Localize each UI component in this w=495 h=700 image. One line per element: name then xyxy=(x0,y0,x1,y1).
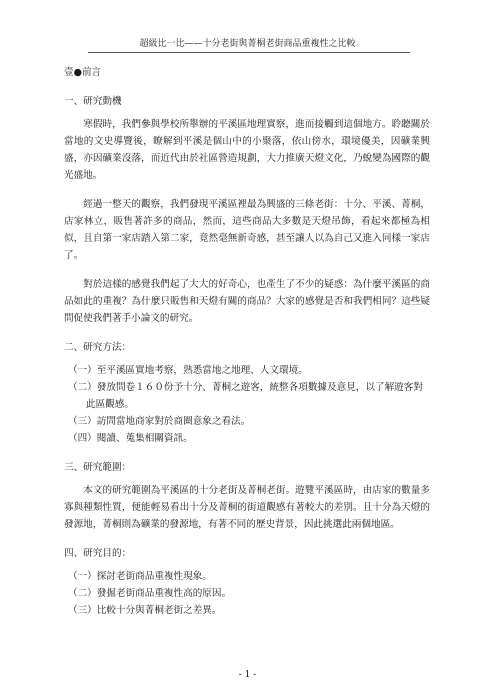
list-item: （二）發掘老街商品重複性高的原因。 xyxy=(68,588,232,599)
paragraph: 寒假時，我們參與學校所舉辦的平溪區地理實察，進而接觸到這個地方。聆聽關於當地的文史導覽後，瞭解到平溪是個山中的小聚落，依山傍水，環境優美，因礦業興盛，亦因礦業沒落，而近代由於社區營造規劃，大力推廣天燈文化，乃蛻變為國際的觀光盛地。 xyxy=(64,119,430,181)
section-objectives xyxy=(64,545,430,619)
paragraph: 對於這樣的感覺我們起了大大的好奇心，也產生了不少的疑惑：為什麼平溪區的商品如此的重複？為什麼只販售和天燈有關的商品？大家的感覺是否和我們相同？這些疑問促使我們著手小論文的研究。 xyxy=(64,279,430,324)
section-heading: 三、研究範圍： xyxy=(64,462,132,473)
section-heading: 四、研究目的： xyxy=(64,548,132,559)
paragraph: 本文的研究範圍為平溪區的十分老街及菁桐老街。遊覽平溪區時，由店家的數量多寡與種類性質，便能輕易看出十分及菁桐的街道觀感有著較大的差別。且十分為天燈的發源地，菁桐則為礦業的發源地，有著不同的歷史背景，因此挑選此兩個地區。 xyxy=(64,485,430,530)
paragraph: 經過一整天的觀察，我們發現平溪區裡最為興盛的三條老街：十分、平溪、菁桐，店家林立，販售著許多的商品，然而，這些商品大多數是天燈吊飾，看起來都極為相似，且自第一家店踏入第二家，竟然毫無新奇感，甚至讓人以為自己又進入同樣一家店了。 xyxy=(64,199,430,261)
page-content xyxy=(64,64,430,631)
running-header: 超級比一比——十分老街與菁桐老街商品重複性之比較 xyxy=(139,39,356,49)
section-heading: 二、研究方法： xyxy=(64,342,132,353)
list-item: （四）閱讀、蒐集相關資訊。 xyxy=(68,433,193,444)
methods-list xyxy=(64,362,430,447)
section-methods xyxy=(64,339,430,447)
list-item: （二）發放問卷１６０份予十分、菁桐之遊客，統整各項數據及意見，以了解遊客對此區觀感。 xyxy=(68,382,423,410)
section-scope xyxy=(64,459,430,533)
page-number: - 1 - xyxy=(238,670,257,680)
list-item: （三）訪問當地商家對於商圈意象之看法。 xyxy=(68,416,251,427)
header-rule xyxy=(88,52,410,53)
section-motivation xyxy=(64,93,430,327)
list-item: （三）比較十分與菁桐老街之差異。 xyxy=(68,605,222,616)
list-item: （一）探討老街商品重複性現象。 xyxy=(68,571,212,582)
objectives-list xyxy=(64,568,430,619)
section-heading: 一、研究動機 xyxy=(64,96,122,107)
chapter-heading: 壹●前言 xyxy=(64,67,102,78)
list-item: （一）至平溪區實地考察，熟悉當地之地理、人文環境。 xyxy=(68,365,308,376)
